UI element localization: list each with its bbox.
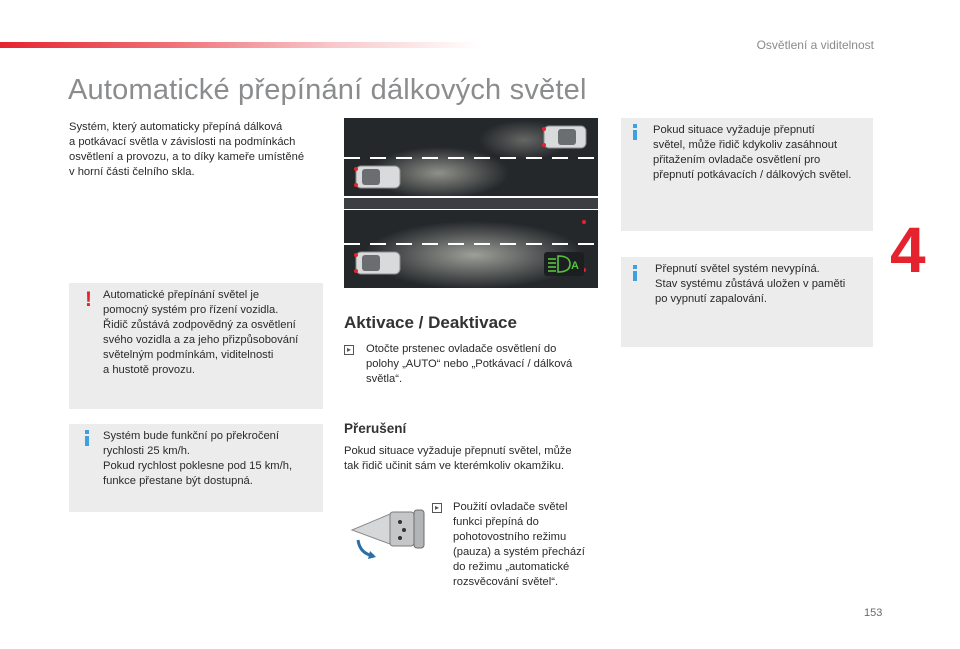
info-icon (85, 430, 89, 446)
page-title: Automatické přepínání dálkových světel (68, 74, 587, 106)
warning-line: světelným podmínkám, viditelnosti (103, 349, 274, 361)
warning-exclamation-icon: ! (85, 288, 92, 311)
chapter-number: 4 (890, 214, 926, 286)
warning-box (69, 283, 323, 409)
info-override-text (653, 123, 871, 183)
interruption-bullet-line: do režimu „automatické (453, 561, 570, 573)
info-line: po vypnutí zapalování. (655, 293, 767, 305)
night-road-low-beam-illustration (344, 118, 598, 196)
info-memory-text (655, 262, 871, 307)
info-line: přepnutí potkávacích / dálkových světel. (653, 169, 852, 181)
info-line: Systém bude funkční po překročení (103, 430, 279, 442)
info-line: Přepnutí světel systém nevypíná. (655, 263, 820, 275)
intro-line: osvětlení a provozu, a to díky kameře umístěné (69, 151, 305, 163)
interruption-bullet-line: (pauza) a systém přechází (453, 546, 585, 558)
interruption-bullet-line: Použití ovladače světel (453, 501, 568, 513)
illustration-divider (344, 198, 598, 209)
warning-text (103, 288, 318, 378)
warning-line: a hustotě provozu. (103, 364, 196, 376)
info-line: funkce přestane být dostupná. (103, 475, 253, 487)
info-line: rychlosti 25 km/h. (103, 445, 191, 457)
interruption-line: Pokud situace vyžaduje přepnutí světel, může (344, 445, 572, 457)
info-icon (633, 265, 637, 281)
warning-line: pomocný systém pro řízení vozidla. (103, 304, 279, 316)
interruption-bullet-line: pohotovostního režimu (453, 531, 567, 543)
page-number: 153 (864, 607, 883, 619)
interruption-bullet-text (453, 500, 603, 590)
intro-paragraph (69, 120, 324, 180)
info-line: světel, může řidič kdykoliv zasáhnout (653, 139, 838, 151)
header-accent-bar (0, 42, 480, 48)
activation-line: Otočte prstenec ovladače osvětlení do (366, 343, 557, 355)
info-box-override (621, 118, 873, 231)
interruption-text (344, 444, 598, 474)
info-line: Pokud rychlost poklesne pod 15 km/h, (103, 460, 293, 472)
warning-line: Řidič zůstává zodpovědný za osvětlení (103, 319, 296, 331)
info-line: Pokud situace vyžaduje přepnutí (653, 124, 815, 136)
info-line: Stav systému zůstává uložen v paměti (655, 278, 846, 290)
interruption-bullet-line: rozsvěcování světel“. (453, 576, 559, 588)
warning-line: Automatické přepínání světel je (103, 289, 260, 301)
night-road-high-beam-illustration (344, 210, 598, 288)
intro-line: Systém, který automaticky přepíná dálková (69, 121, 283, 133)
lighting-stalk-illustration (344, 500, 426, 562)
interruption-heading: Přerušení (344, 421, 407, 436)
activation-line: polohy „AUTO“ nebo „Potkávací / dálková (366, 358, 573, 370)
info-box-speed (69, 424, 323, 512)
intro-line: a potkávací světla v závislosti na podmínkách (69, 136, 296, 148)
interruption-bullet-line: funkci přepíná do (453, 516, 539, 528)
interruption-line: tak řidič učinit sám ve kterémkoliv okamžiku. (344, 460, 565, 472)
info-speed-text (103, 429, 318, 489)
activation-heading: Aktivace / Deaktivace (344, 313, 517, 332)
info-icon (633, 124, 637, 140)
info-box-memory (621, 257, 873, 347)
info-line: přitažením ovladače osvětlení pro (653, 154, 821, 166)
activation-line: světla“. (366, 373, 403, 385)
arrow-bullet-icon: ▸ (344, 345, 354, 355)
svg-text:A: A (571, 260, 579, 272)
arrow-bullet-icon: ▸ (432, 503, 442, 513)
activation-text (366, 342, 598, 387)
intro-line: v horní části čelního skla. (69, 166, 195, 178)
auto-high-beam-indicator-icon (544, 252, 584, 276)
warning-line: svého vozidla a za jeho přizpůsobování (103, 334, 299, 346)
section-title: Osvětlení a viditelnost (756, 38, 874, 52)
